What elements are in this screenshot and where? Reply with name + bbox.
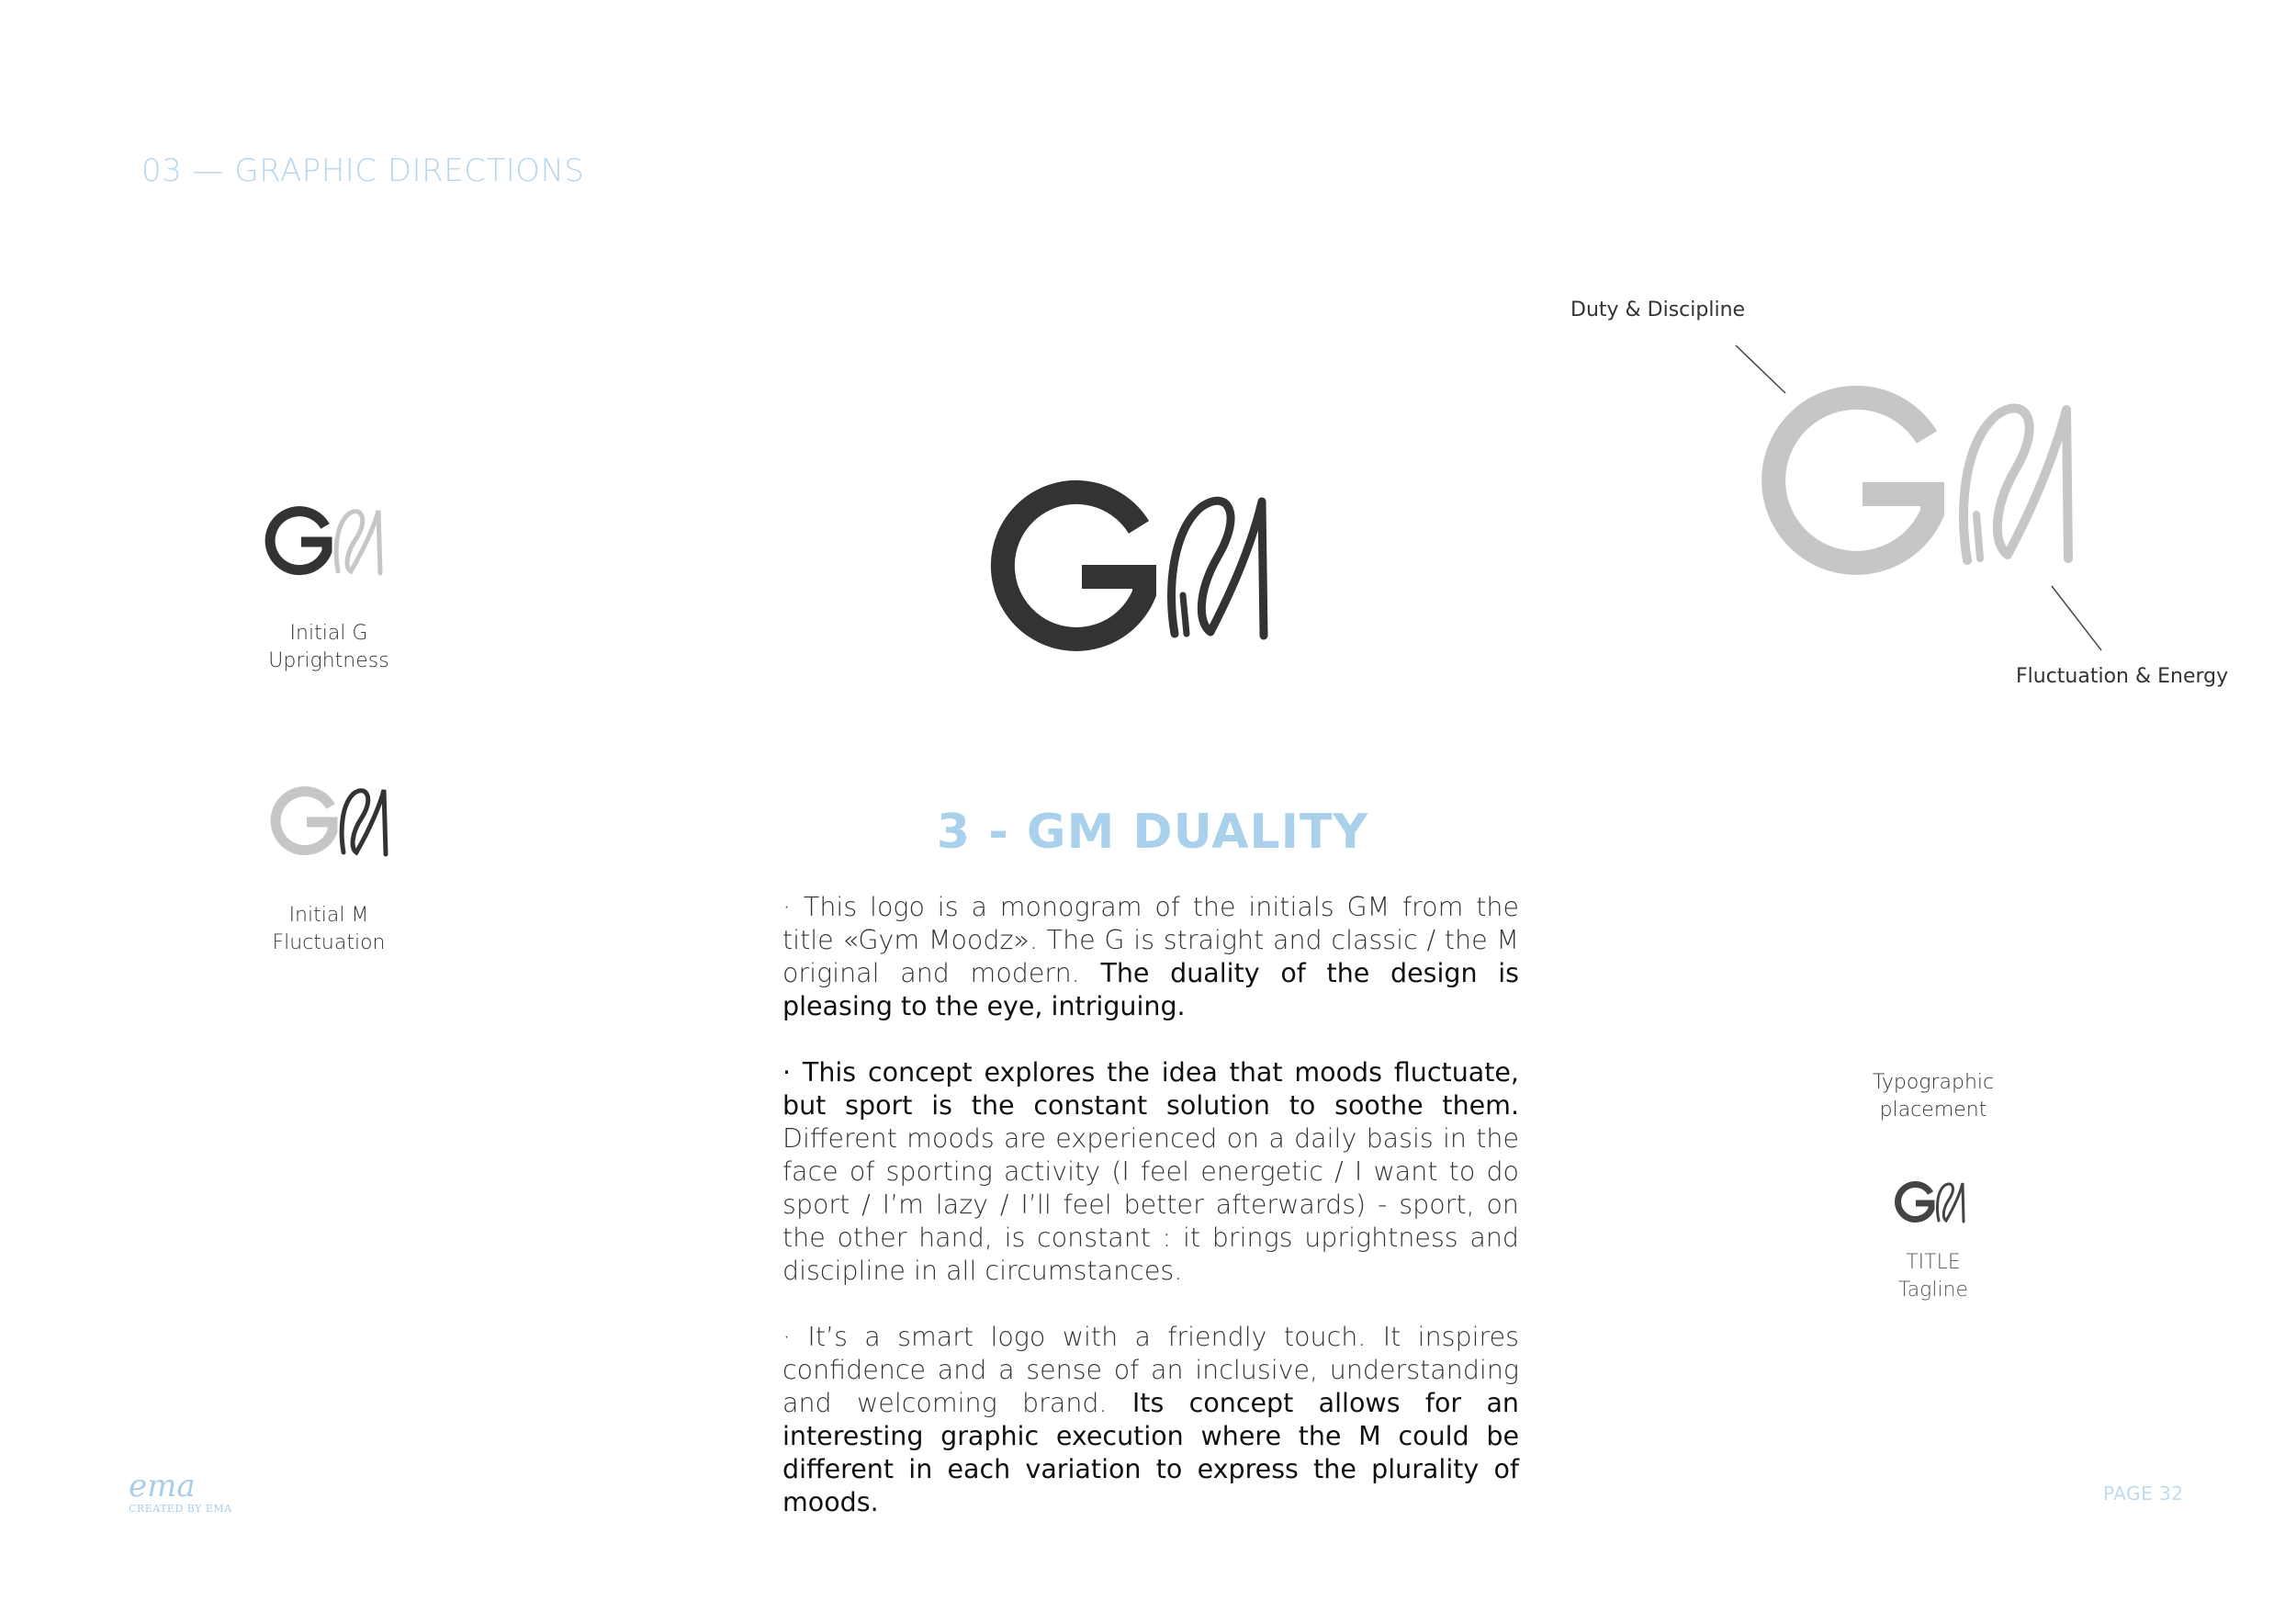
- paragraph-1-text: · This logo is a monogram of the initials GM from the title «Gym Moodz». The G is straight and classic / the M original and modern.: [782, 892, 1519, 988]
- monogram-variant-g: [261, 503, 399, 577]
- placement-line2: placement: [1879, 1099, 1987, 1121]
- variant-m-caption: [219, 902, 439, 957]
- placement-line1: Typographic: [1872, 1071, 1995, 1094]
- variant-g-line1: Initial G: [289, 622, 368, 645]
- concept-description: [782, 891, 1519, 1552]
- placement-caption: [1837, 1069, 2030, 1124]
- paragraph-2: [782, 1056, 1519, 1288]
- paragraph-1: [782, 891, 1519, 1023]
- main-monogram-logo: [994, 485, 1306, 659]
- variant-g-line2: Uprightness: [268, 649, 389, 672]
- variant-m-line1: Initial M: [288, 904, 369, 927]
- page-number: PAGE 32: [2103, 1482, 2184, 1505]
- fluctuation-energy-label: Fluctuation & Energy: [2016, 665, 2229, 688]
- signature-subtitle: CREATED BY EMA: [129, 1503, 232, 1515]
- paragraph-3-emphasis: Its concept allows for an interesting graphic execution where the M could be different in each variation to express the plurality of moods.: [782, 1388, 1519, 1517]
- monogram-variant-m: [266, 781, 404, 859]
- paragraph-1-emphasis: The duality of the design is pleasing to the eye, intriguing.: [782, 958, 1520, 1021]
- placement-title: TITLE: [1906, 1251, 1961, 1274]
- section-title: 03 — GRAPHIC DIRECTIONS: [141, 152, 585, 189]
- annotated-monogram-logo: [1763, 386, 2112, 579]
- annotation-line-bottom: [2050, 584, 2105, 654]
- paragraph-3: [782, 1321, 1519, 1519]
- variant-m-line2: Fluctuation: [272, 931, 386, 954]
- paragraph-2-emphasis: · This concept explores the idea that moods fluctuate, but sport is the constant solution to soothe them.: [782, 1057, 1519, 1121]
- paragraph-2-text: Different moods are experienced on a daily basis in the face of sporting activity (I feel energetic / I want to do sport / I’m lazy / I’ll feel better afterwards) - sport, on the other hand, is constant : it brings uprightness and discipline in all circumstances.: [782, 1123, 1519, 1286]
- duty-discipline-label: Duty & Discipline: [1570, 299, 1746, 321]
- placement-text: [1837, 1249, 2030, 1304]
- variant-g-caption: [219, 620, 439, 675]
- signature-logo: ema: [129, 1468, 196, 1505]
- concept-heading: 3 - GM DUALITY: [936, 805, 1369, 860]
- paragraph-3-text: · It’s a smart logo with a friendly touch. It inspires confidence and a sense of an inclusive, understanding and welcoming brand.: [782, 1322, 1519, 1418]
- placement-monogram-logo: [1892, 1179, 1975, 1225]
- placement-tagline: Tagline: [1897, 1279, 1969, 1302]
